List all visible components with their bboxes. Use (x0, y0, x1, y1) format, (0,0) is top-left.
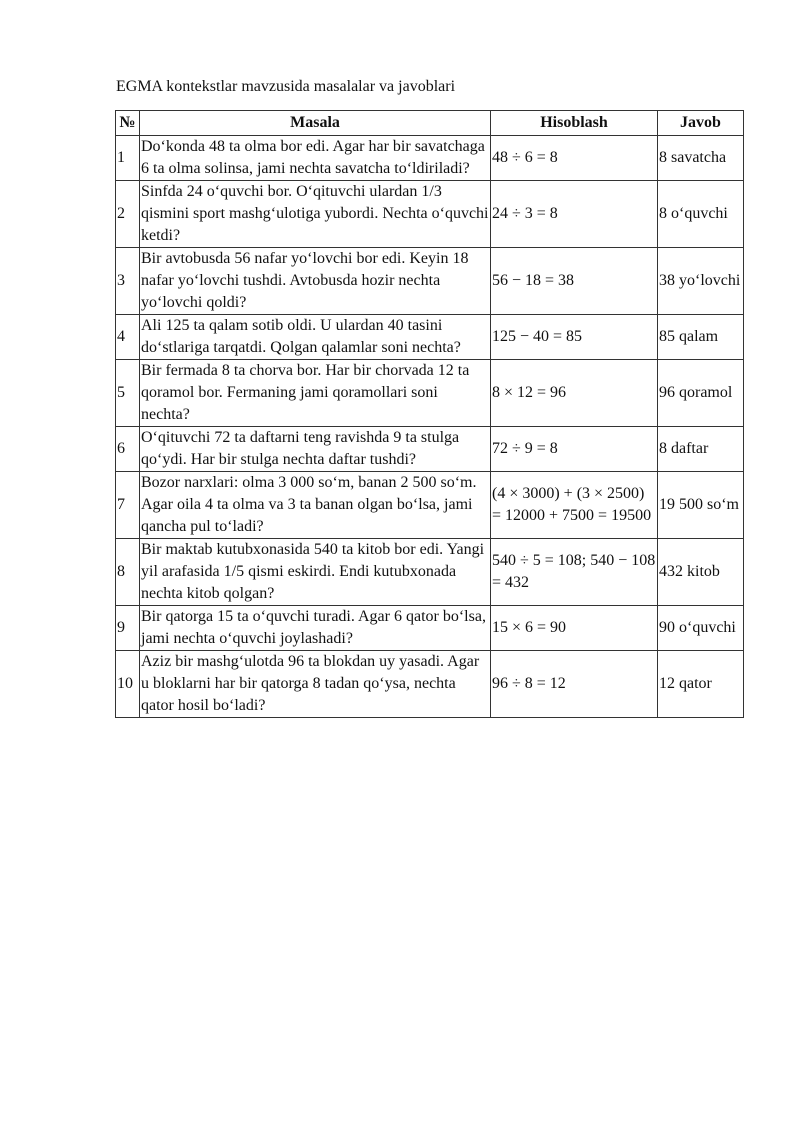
row-hisoblash: 8 × 12 = 96 (491, 360, 658, 427)
row-masala: Do‘konda 48 ta olma bor edi. Agar har bir savatchaga 6 ta olma solinsa, jami nechta savatcha to‘ldiriladi? (140, 136, 491, 181)
row-javob: 96 qoramol (658, 360, 744, 427)
header-masala: Masala (140, 111, 491, 136)
row-hisoblash: 125 − 40 = 85 (491, 315, 658, 360)
row-masala: Ali 125 ta qalam sotib oldi. U ulardan 40 tasini do‘stlariga tarqatdi. Qolgan qalamlar soni nechta? (140, 315, 491, 360)
header-hisoblash: Hisoblash (491, 111, 658, 136)
row-number: 8 (116, 539, 140, 606)
row-masala: Bir fermada 8 ta chorva bor. Har bir chorvada 12 ta qoramol bor. Fermaning jami qoramollari soni nechta? (140, 360, 491, 427)
table-row (116, 248, 744, 315)
row-javob: 38 yo‘lovchi (658, 248, 744, 315)
table-row (116, 539, 744, 606)
row-javob: 12 qator (658, 651, 744, 718)
row-number: 9 (116, 606, 140, 651)
row-javob: 8 o‘quvchi (658, 181, 744, 248)
row-hisoblash: 56 − 18 = 38 (491, 248, 658, 315)
table-row (116, 606, 744, 651)
row-number: 4 (116, 315, 140, 360)
row-masala: Sinfda 24 o‘quvchi bor. O‘qituvchi ulardan 1/3 qismini sport mashg‘ulotiga yubordi. Nechta o‘quvchi ketdi? (140, 181, 491, 248)
table-row (116, 427, 744, 472)
row-masala: Bir maktab kutubxonasida 540 ta kitob bor edi. Yangi yil arafasida 1/5 qismi eskirdi. Endi kutubxonada nechta kitob qolgan? (140, 539, 491, 606)
row-number: 2 (116, 181, 140, 248)
row-javob: 432 kitob (658, 539, 744, 606)
problems-table (115, 110, 744, 718)
row-number: 1 (116, 136, 140, 181)
table-row (116, 360, 744, 427)
row-hisoblash: 24 ÷ 3 = 8 (491, 181, 658, 248)
row-number: 5 (116, 360, 140, 427)
table-row (116, 181, 744, 248)
row-number: 3 (116, 248, 140, 315)
row-number: 6 (116, 427, 140, 472)
row-hisoblash: 48 ÷ 6 = 8 (491, 136, 658, 181)
row-number: 7 (116, 472, 140, 539)
row-masala: Bir qatorga 15 ta o‘quvchi turadi. Agar 6 qator bo‘lsa, jami nechta o‘quvchi joylashadi? (140, 606, 491, 651)
header-javob: Javob (658, 111, 744, 136)
row-javob: 85 qalam (658, 315, 744, 360)
table-row (116, 651, 744, 718)
row-hisoblash: 72 ÷ 9 = 8 (491, 427, 658, 472)
row-number: 10 (116, 651, 140, 718)
row-masala: O‘qituvchi 72 ta daftarni teng ravishda 9 ta stulga qo‘ydi. Har bir stulga nechta daftar tushdi? (140, 427, 491, 472)
table-row (116, 472, 744, 539)
table-header-row (116, 111, 744, 136)
row-javob: 19 500 so‘m (658, 472, 744, 539)
table-row (116, 136, 744, 181)
row-masala: Bir avtobusda 56 nafar yo‘lovchi bor edi. Keyin 18 nafar yo‘lovchi tushdi. Avtobusda hozir nechta yo‘lovchi qoldi? (140, 248, 491, 315)
row-hisoblash: 15 × 6 = 90 (491, 606, 658, 651)
row-javob: 90 o‘quvchi (658, 606, 744, 651)
row-masala: Bozor narxlari: olma 3 000 so‘m, banan 2 500 so‘m. Agar oila 4 ta olma va 3 ta banan olgan bo‘lsa, jami qancha pul to‘ladi? (140, 472, 491, 539)
row-masala: Aziz bir mashg‘ulotda 96 ta blokdan uy yasadi. Agar u bloklarni har bir qatorga 8 tadan qo‘ysa, nechta qator hosil bo‘ladi? (140, 651, 491, 718)
row-hisoblash: (4 × 3000) + (3 × 2500) = 12000 + 7500 = 19500 (491, 472, 658, 539)
row-javob: 8 savatcha (658, 136, 744, 181)
row-javob: 8 daftar (658, 427, 744, 472)
header-num: № (116, 111, 140, 136)
table-row (116, 315, 744, 360)
row-hisoblash: 96 ÷ 8 = 12 (491, 651, 658, 718)
row-hisoblash: 540 ÷ 5 = 108; 540 − 108 = 432 (491, 539, 658, 606)
document-title: EGMA kontekstlar mavzusida masalalar va javoblari (116, 78, 456, 95)
